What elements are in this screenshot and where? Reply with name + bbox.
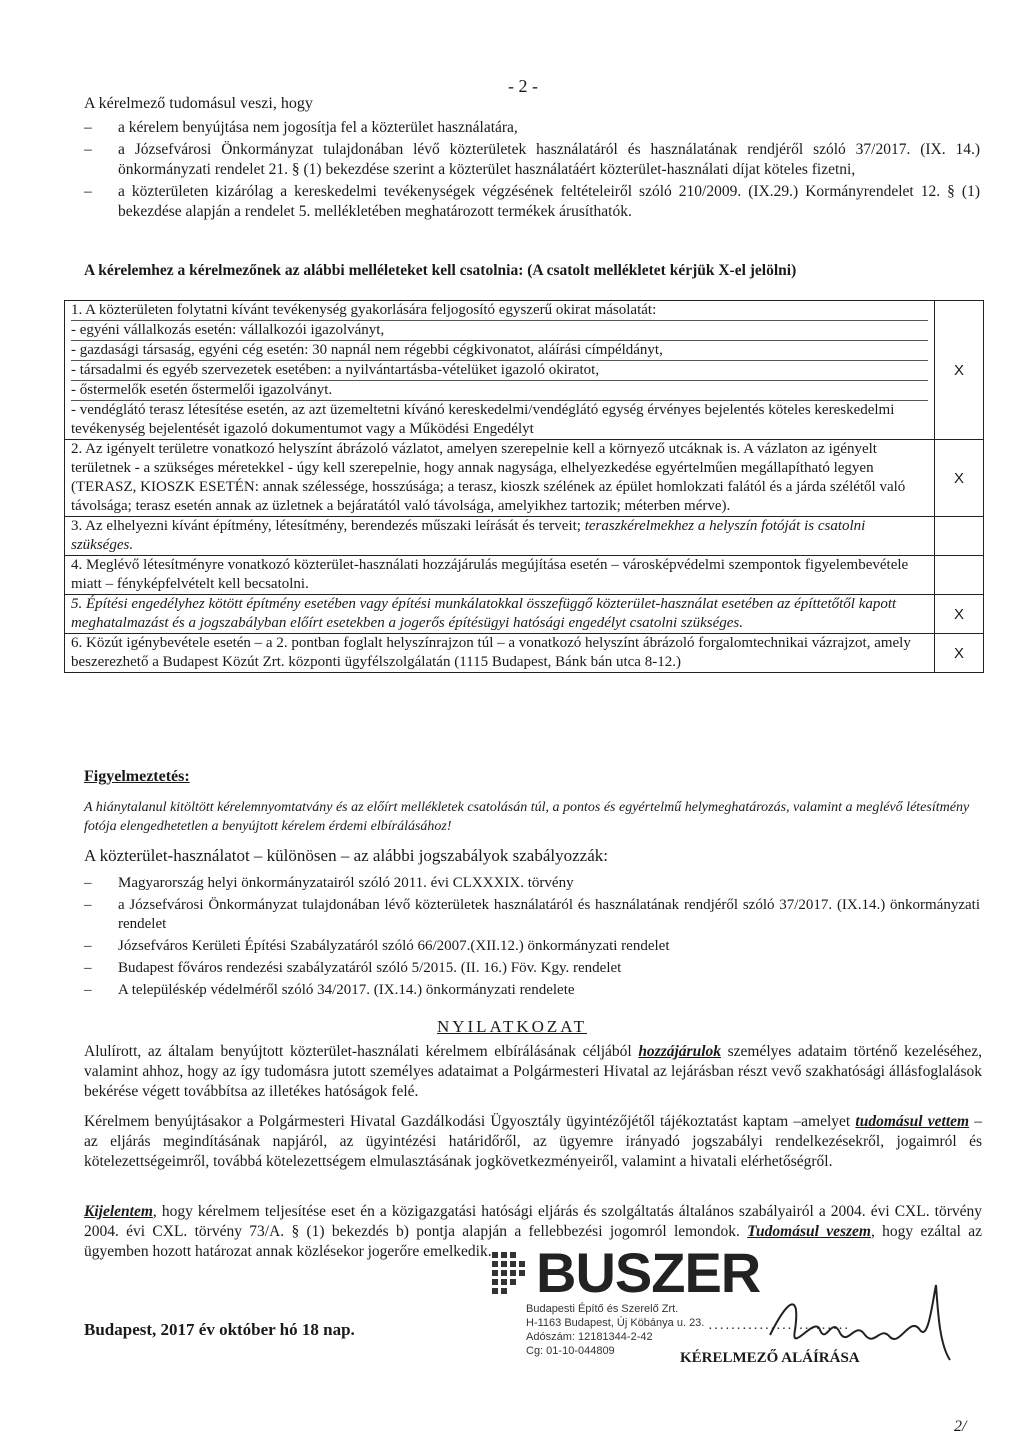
table-row (65, 301, 984, 440)
declaration-paragraph-1: Alulírott, az általam benyújtott közterület-használati kérelmem elbírálásának céljából hozzájárulok személyes adataim történő kezeléséhez, valamint ahhoz, hogy az így tudomásra jutott személyes adataimat a Polgármesteri Hivatal az lejárásban részt vevő szakhatósági állásfoglalások bekérése végett továbbítsa az illetékes hatóságok felé. (84, 1043, 983, 1100)
attachment-3-text: 3. Az elhelyezni kívánt építmény, létesítmény, berendezés műszaki leírását és terveit; teraszkérelmekhez a helyszín fotóját is csatolni szükséges. (65, 517, 935, 556)
list-item: – a kérelem benyújtása nem jogosítja fel a közterület használatára, (84, 119, 518, 136)
warning-text: A hiánytalanul kitöltött kérelemnyomtatvány és az előírt mellékletek csatolásán túl, a pontos és egyértelmű helymeghatározás, valamint a meglévő létesítmény fotója elengedhetetlen a benyújtott kérelem érdemi elbírálásához! (84, 800, 970, 834)
attachments-table (64, 300, 984, 673)
page-number: - 2 - (508, 76, 538, 96)
list-item: – Magyarország helyi önkormányzatairól szóló 2011. évi CLXXXIX. törvény (84, 875, 574, 891)
list-item: – A településkép védelméről szóló 34/2017. (IX.14.) önkormányzati rendelete (84, 982, 575, 998)
declaration-title: NYILATKOZAT (436, 1017, 588, 1036)
stamp-logo-text: BUSZER (536, 1241, 761, 1304)
corner-note: 2/ (954, 1418, 967, 1435)
table-row (65, 440, 984, 517)
attachment-2-mark[interactable]: X (935, 440, 984, 517)
attachment-3-mark[interactable] (935, 517, 984, 556)
list-item: – Budapest főváros rendezési szabályzatáról szóló 5/2015. (II. 16.) Föv. Kgy. rendelet (84, 960, 622, 976)
stamp-details: Budapesti Építő és Szerelő Zrt. H-1163 Budapest, Új Köbánya u. 23. Adószám: 12181344-2-42 Cg: 01-10-044809 (526, 1303, 705, 1357)
signature-label: KÉRELMEZŐ ALÁÍRÁSA (680, 1350, 860, 1366)
intro-text: A kérelmező tudomásul veszi, hogy (84, 95, 313, 112)
warning-title: Figyelmeztetés: (84, 768, 190, 785)
date-line: Budapest, 2017 év október hó 18 nap. (84, 1320, 355, 1339)
attachment-6-text: 6. Közút igénybevétele esetén – a 2. pontban foglalt helyszínrajzon túl – a vonatkozó helyszínt ábrázoló forgalomtechnikai vázrajzot, amely beszerezhető a Budapest Közút Zrt. központi ügyfélszolgálatán (1115 Budapest, Bánk bán utca 8-12.) (65, 634, 935, 673)
signature-line: ························· (708, 1322, 850, 1337)
attachment-1-mark[interactable]: X (935, 301, 984, 440)
attachment-6-mark[interactable]: X (935, 634, 984, 673)
attachment-4-text: 4. Meglévő létesítményre vonatkozó közterület-használati hozzájárulás megújítása esetén – városképvédelmi szempontok figyelembevétele miatt – fényképfelvételt kell becsatolni. (65, 556, 935, 595)
attachment-1-text: 1. A közterületen folytatni kívánt tevékenység gyakorlására feljogosító egyszerű okirat másolatát: - egyéni vállalkozás esetén: vállalkozói igazolványt, - gazdasági társaság, egyéni cég esetén: 30 napnál nem régebbi cégkivonatot, aláírási címpéldányt, - társadalmi és egyéb szervezetek esetében: a nyilvántartásba-vételüket igazoló okiratot, - őstermelők esetén őstermelői igazolványt. - vendéglátó terasz létesítése esetén, az azt üzemeltetni kívánó kereskedelmi/vendéglátó egység érvényes bejelentés köteles kereskedelmi tevékenység bejelentését igazoló dokumentumot vagy a Működési Engedélyt (65, 301, 935, 440)
attachment-5-mark[interactable]: X (935, 595, 984, 634)
stamp-logo-icon (488, 1248, 528, 1298)
attachment-5-text: 5. Építési engedélyhez kötött építmény esetében vagy építési munkálatokkal összefüggő közterület-használat esetében az építtetőtől kapott meghatalmazást és a jogszabályban előírt esetekben a jogerős építésügyi hatósági engedélyt csatolni szükséges. (65, 595, 935, 634)
attachment-4-mark[interactable] (935, 556, 984, 595)
declaration-paragraph-3: Kijelentem, hogy kérelmem teljesítése eset én a közigazgatási hatósági eljárás és szolgáltatás általános szabályairól a 2004. évi CXL. törvény 2004. évi CXL. törvény 73/A. § (1) bekezdés b) pontja alapján a fellebbezési jogomról lemondok. Tudomásul veszem, hogy ezáltal az ügyemben hozott határozat annak közlésekor jogerőre emelkedik. (84, 1203, 982, 1260)
list-item: – a Józsefvárosi Önkormányzat tulajdonában lévő közterületek használatáról és használatának rendjéről szóló 37/2017. (IX. 14.) önkormányzati rendelet 21. § (1) bekezdése szerint a közterület használatáért közterület-használati díjat köteles fizetni, (84, 141, 980, 178)
law-heading: A közterület-használatot – különösen – az alábbi jogszabályok szabályozzák: (84, 846, 608, 865)
table-row (65, 556, 984, 595)
list-item: – a közterületen kizárólag a kereskedelmi tevékenységek végzésének feltételeiről szóló 210/2009. (IX.29.) Kormányrendelet 12. § (1) bekezdése alapján a rendelet 5. mellékletében meghatározott termékek árusíthatók. (84, 183, 980, 220)
table-row (65, 517, 984, 556)
law-list (84, 874, 980, 1003)
table-row (65, 595, 984, 634)
declaration-paragraph-2: Kérelmem benyújtásakor a Polgármesteri Hivatal Gazdálkodási Ügyosztály ügyintézőjétől tájékoztatást kaptam –amelyet tudomásul vettem – az eljárás megindításának napjáról, az ügyintézési határidőről, az ügyemre irányadó jogszabályi rendelkezésekről, jogaimról és kötelezettségeimről, továbbá kötelezettségem elmulasztásának jogkövetkezményeiről, valamint a hivatali elérhetőségről. (84, 1113, 983, 1170)
attachments-heading: A kérelemhez a kérelmezőnek az alábbi melléleteket kell csatolnia: (A csatolt mellékletet kérjük X-el jelölni) (84, 262, 797, 279)
acknowledgement-list (84, 118, 980, 224)
list-item: – a Józsefvárosi Önkormányzat tulajdonában lévő közterületek használatáról és használatának rendjéről szóló 37/2017. (IX.14.) önkormányzati rendelet (84, 897, 980, 932)
list-item: – Józsefváros Kerületi Építési Szabályzatáról szóló 66/2007.(XII.12.) önkormányzati rendelet (84, 938, 670, 954)
table-row (65, 634, 984, 673)
attachment-2-text: 2. Az igényelt területre vonatkozó helyszínt ábrázoló vázlatot, amelyen szerepelnie kell a környező utcáknak is. A vázlaton az igényelt területnek - a szükséges méretekkel - úgy kell szerepelnie, hogy annak nagysága, elhelyezkedése egyértelműen megállapítható legyen (TERASZ, KIOSZK ESETÉN: annak szélessége, hosszúsága; a terasz, kioszk szélének az épület homlokzati falától és a járda szélétől való távolsága; terasz esetén annak az üzletnek a bejáratától való távolsága, amelyikhez tartozik; méterben mérve). (65, 440, 935, 517)
